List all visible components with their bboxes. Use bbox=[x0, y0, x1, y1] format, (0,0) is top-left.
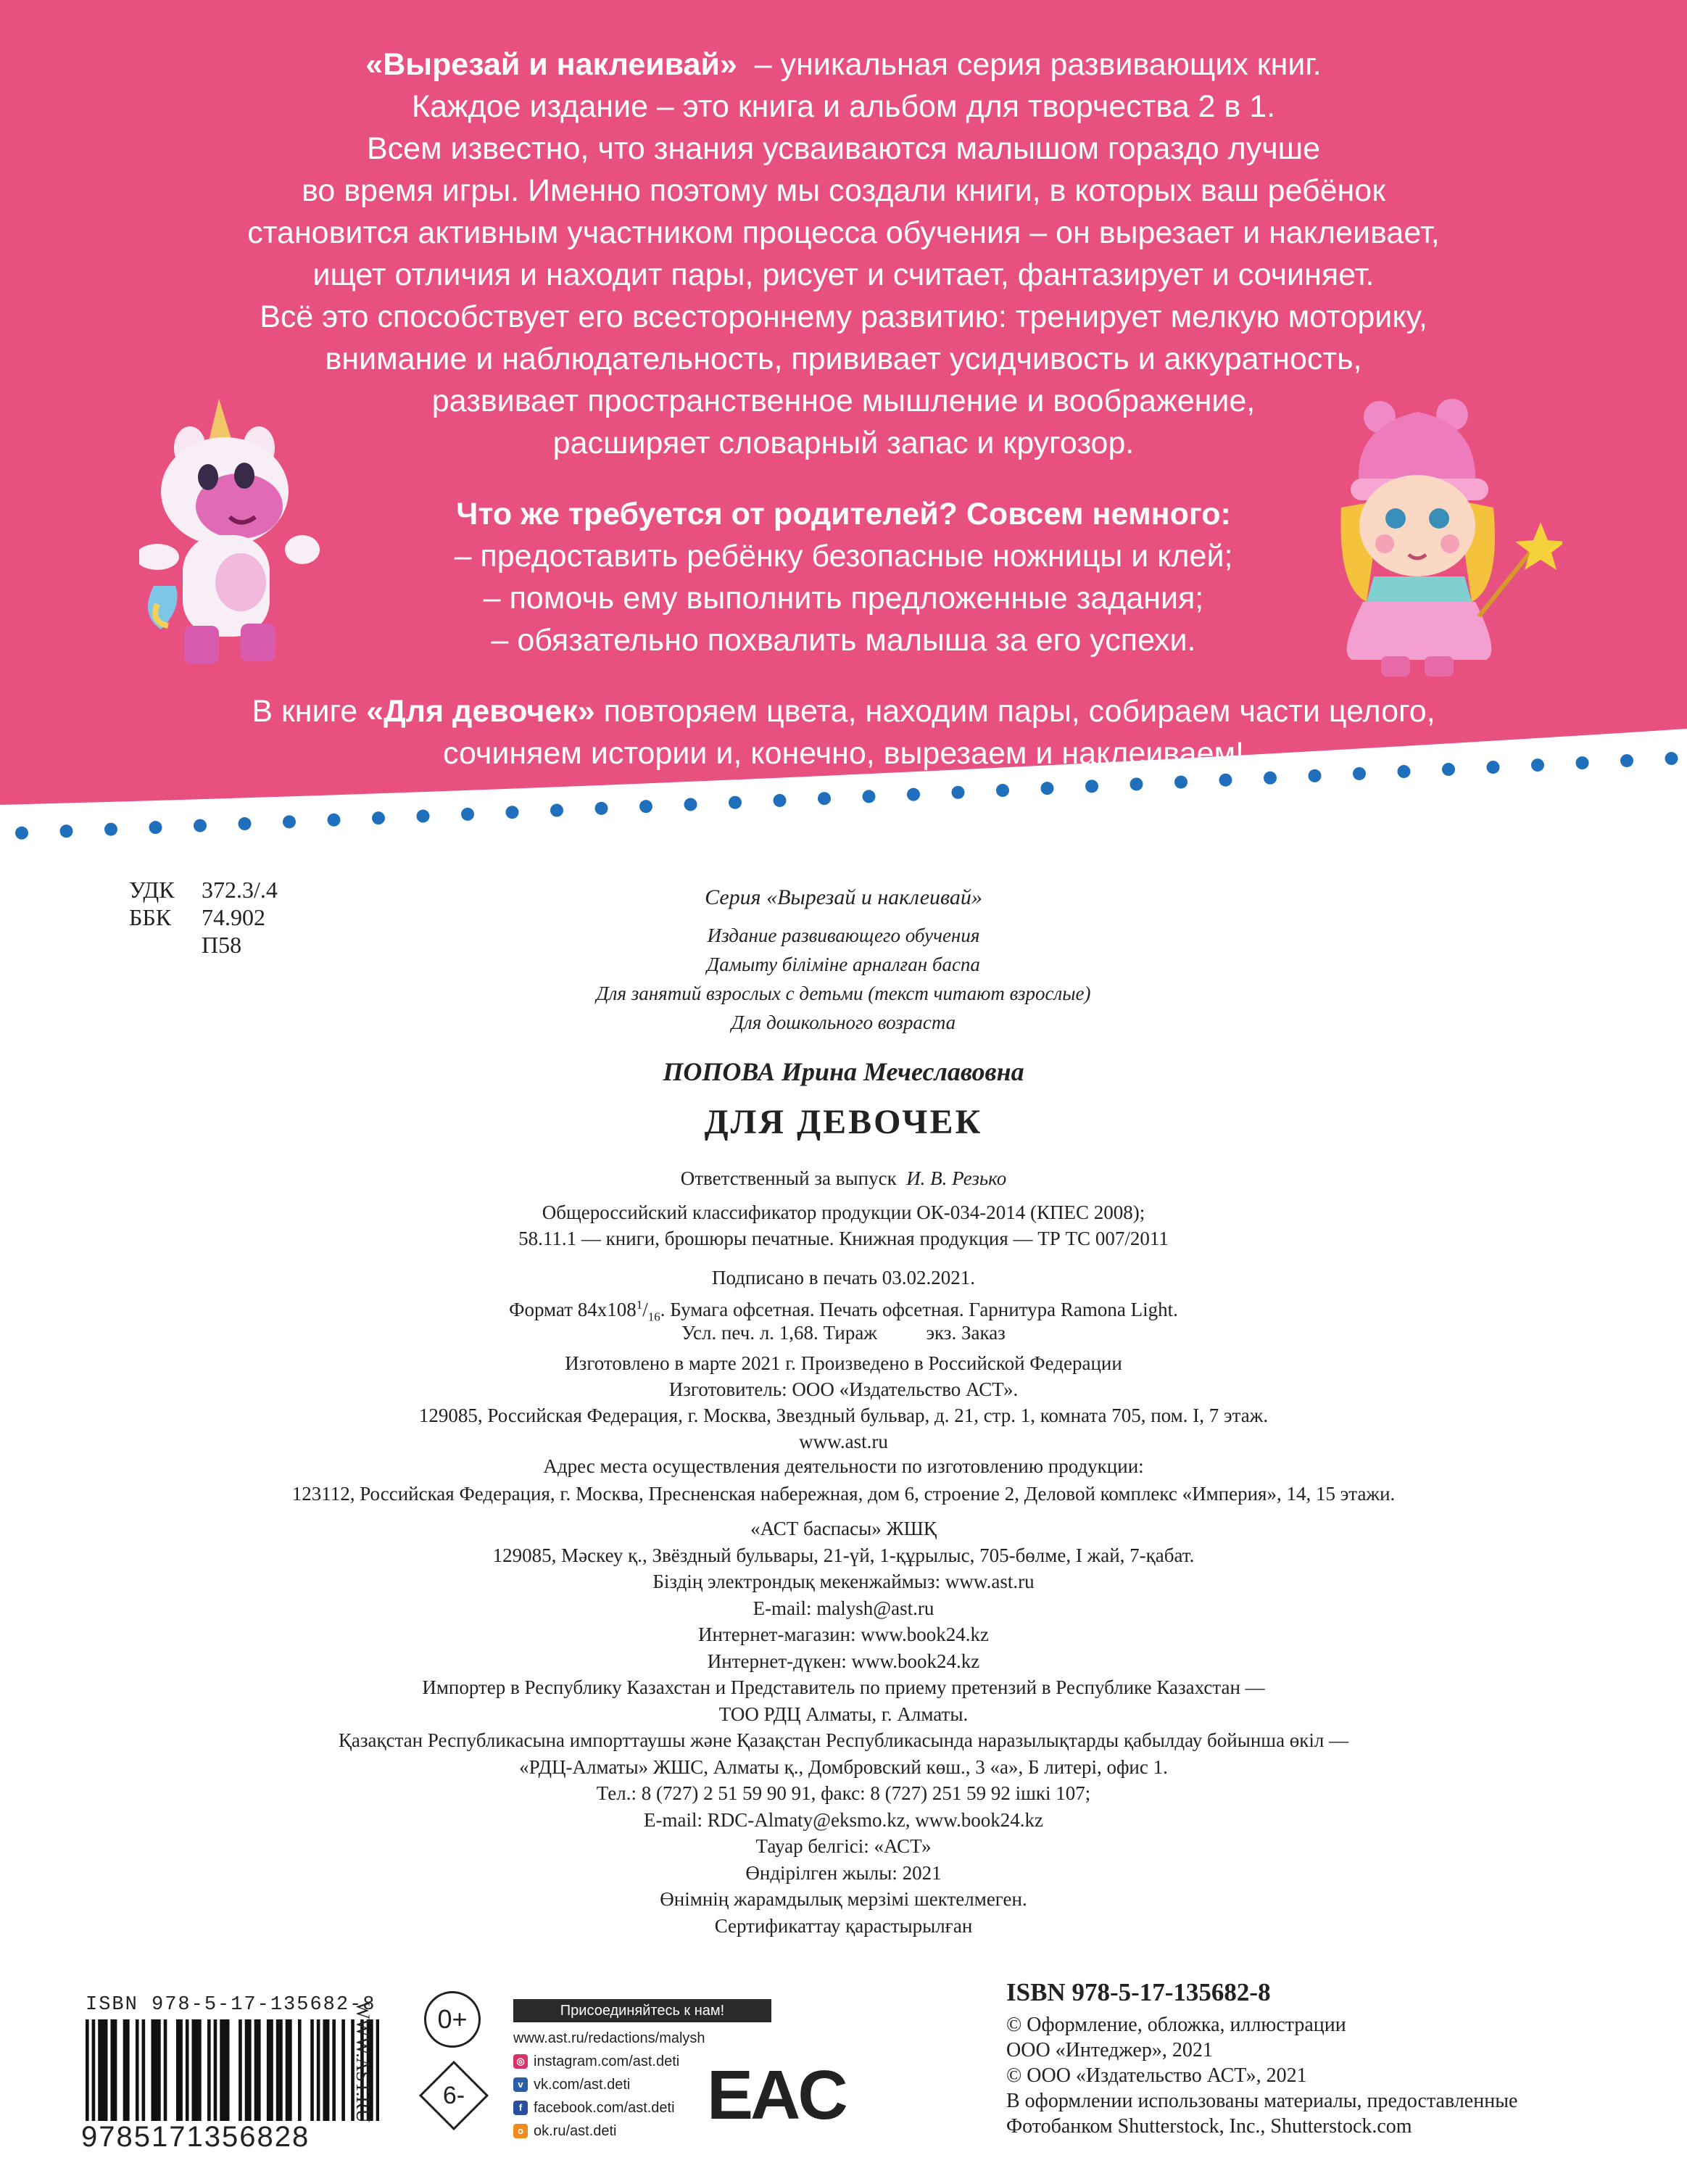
barcode-bar bbox=[254, 2019, 258, 2121]
social-links bbox=[513, 2027, 705, 2143]
responsible-line bbox=[0, 1164, 1687, 1193]
kazakhstan-line: Өндірілген жылы: 2021 bbox=[745, 1861, 942, 1884]
barcode-bar bbox=[98, 2019, 101, 2121]
kazakhstan-line: Тел.: 8 (727) 2 51 59 90 91, факс: 8 (727) 251 59 92 ішкі 107; bbox=[596, 1782, 1091, 1804]
decorative-dot bbox=[149, 821, 162, 834]
copyright-line: В оформлении использованы материалы, предоставленные bbox=[1006, 2090, 1518, 2112]
copyright-line: ООО «Интеджер», 2021 bbox=[1006, 2039, 1213, 2061]
barcode-bar bbox=[104, 2019, 108, 2121]
barcode-bar bbox=[239, 2019, 242, 2121]
copyright-lines bbox=[1006, 2012, 1517, 2139]
print-sheets-line: Усл. печ. л. 1,68. Тираж экз. Заказ bbox=[681, 1322, 1006, 1344]
decorative-dot bbox=[283, 815, 296, 828]
bbk-label: ББК bbox=[129, 904, 172, 930]
copyright-line: Фотобанком Shutterstock, Inc., Shutterstock.com bbox=[1006, 2115, 1412, 2138]
decorative-dot bbox=[328, 814, 341, 827]
decorative-dot bbox=[818, 792, 831, 805]
intro-line-text: расширяет словарный запас и кругозор. bbox=[552, 426, 1135, 460]
site-vertical: WWW.AST.RU bbox=[352, 2001, 373, 2123]
intro-line-text: во время игры. Именно поэтому мы создали книги, в которых ваш ребёнок bbox=[301, 173, 1386, 208]
parents-title: Что же требуется от родителей? Совсем немного: bbox=[456, 497, 1231, 531]
book-description-line1 bbox=[130, 690, 1557, 732]
responsible-name: И. В. Резько bbox=[906, 1167, 1007, 1189]
copyright-line: © Оформление, обложка, иллюстрации bbox=[1006, 2014, 1346, 2036]
decorative-dot bbox=[1041, 782, 1054, 795]
series-name: «Вырезай и наклеивай» bbox=[365, 47, 737, 82]
barcode-bar bbox=[289, 2019, 292, 2121]
manufacturer-lines bbox=[0, 1350, 1687, 1455]
intro-line bbox=[130, 86, 1557, 128]
decorative-dot bbox=[684, 798, 697, 811]
social-site[interactable] bbox=[513, 2027, 705, 2050]
barcode-bar bbox=[279, 2019, 283, 2121]
vk-icon: v bbox=[513, 2077, 528, 2092]
copyright-line: © ООО «Издательство АСТ», 2021 bbox=[1006, 2064, 1307, 2087]
production-address-lines bbox=[0, 1452, 1687, 1507]
barcode-bar bbox=[136, 2019, 139, 2121]
author-name bbox=[0, 1057, 1687, 1088]
social-link[interactable] bbox=[513, 2119, 705, 2143]
signed-line: Подписано в печать 03.02.2021. bbox=[711, 1267, 976, 1289]
barcode-bar bbox=[154, 2019, 158, 2121]
barcode-bar bbox=[191, 2019, 195, 2121]
responsible-label: Ответственный за выпуск bbox=[680, 1167, 897, 1189]
parents-item: – предоставить ребёнку безопасные ножницы и клей; bbox=[454, 539, 1233, 574]
classifier-line: 58.11.1 — книги, брошюры печатные. Книжная продукция — ТР ТС 007/2011 bbox=[518, 1228, 1169, 1249]
barcode-bar bbox=[310, 2019, 314, 2121]
edition-lines bbox=[0, 921, 1687, 1037]
decorative-dot bbox=[1620, 754, 1633, 767]
decorative-dot bbox=[863, 790, 876, 803]
edition-line: Издание развивающего обучения bbox=[707, 925, 980, 946]
barcode-bar bbox=[248, 2019, 252, 2121]
intro-line-text: развивает пространственное мышление и воображение, bbox=[431, 384, 1256, 418]
kazakhstan-info-lines bbox=[0, 1515, 1687, 1939]
kazakhstan-line: «РДЦ-Алматы» ЖШС, Алматы қ., Домбровский көш., 3 «а», Б литері, офис 1. bbox=[519, 1755, 1168, 1778]
kazakhstan-line: 129085, Мәскеу қ., Звёздный бульвары, 21-үй, 1-құрылыс, 705-бөлме, I жай, 7-қабат. bbox=[492, 1544, 1195, 1566]
eac-mark: EAC bbox=[707, 2056, 845, 2134]
barcode-bar bbox=[298, 2019, 302, 2121]
decorative-dot bbox=[461, 808, 474, 821]
decorative-dot bbox=[729, 796, 742, 809]
join-us-banner: Присоединяйтесь к нам! bbox=[513, 1999, 771, 2022]
barcode-bar bbox=[110, 2019, 114, 2121]
decorative-dot bbox=[952, 786, 965, 799]
barcode-bar bbox=[376, 2019, 379, 2121]
social-link-text[interactable]: facebook.com/ast.deti bbox=[534, 2100, 675, 2116]
manufacturer-line: Изготовитель: ООО «Издательство АСТ». bbox=[668, 1378, 1019, 1400]
format-suffix: . Бумага офсетная. Печать офсетная. Гарнитура Ramona Light. bbox=[660, 1299, 1178, 1320]
social-link[interactable] bbox=[513, 2073, 705, 2096]
decorative-dot bbox=[595, 802, 608, 815]
author-code: П58 bbox=[202, 932, 242, 958]
intro-line-text: Всё это способствует его всестороннему развитию: тренирует мелкую моторику, bbox=[260, 299, 1427, 334]
intro-line-text: ищет отличия и находит пары, рисует и считает, фантазирует и сочиняет. bbox=[312, 257, 1375, 292]
intro-line bbox=[130, 44, 1557, 86]
kazakhstan-line: ТОО РДЦ Алматы, г. Алматы. bbox=[718, 1703, 969, 1725]
book-description-line2: сочиняем истории и, конечно, вырезаем и наклеиваем! bbox=[442, 736, 1245, 771]
intro-line-text: Каждое издание – это книга и альбом для творчества 2 в 1. bbox=[411, 89, 1276, 124]
barcode-bar bbox=[176, 2019, 180, 2121]
barcode-bar bbox=[164, 2019, 167, 2121]
barcode-bar bbox=[245, 2019, 249, 2121]
barcode-bar bbox=[257, 2019, 261, 2121]
barcode-bar bbox=[157, 2019, 161, 2121]
social-link[interactable] bbox=[513, 2050, 705, 2073]
barcode-bar bbox=[151, 2019, 154, 2121]
barcode-bar bbox=[223, 2019, 227, 2121]
barcode-bar bbox=[214, 2019, 217, 2121]
intro-line bbox=[130, 338, 1557, 380]
age-diamond-label: 6- bbox=[442, 2081, 465, 2109]
decorative-dot bbox=[506, 806, 519, 819]
manufacturer-line: 129085, Российская Федерация, г. Москва, Звездный бульвар, д. 21, стр. 1, комната 705, пом. I, 7 этаж. bbox=[418, 1405, 1269, 1426]
edition-line: Дамыту біліміне арналған баспа bbox=[707, 954, 980, 975]
barcode-bar bbox=[326, 2019, 330, 2121]
book-title-highlight: «Для девочек» bbox=[366, 694, 595, 729]
social-link[interactable] bbox=[513, 2096, 705, 2119]
intro-line bbox=[130, 128, 1557, 170]
kazakhstan-line: Интернет-дүкен: www.book24.kz bbox=[707, 1650, 980, 1672]
intro-line-text: Всем известно, что знания усваиваются малышом гораздо лучше bbox=[366, 131, 1321, 166]
barcode-bar bbox=[123, 2019, 127, 2121]
format-sub: 16 bbox=[647, 1310, 660, 1324]
author-text: ПОПОВА Ирина Мечеславовна bbox=[663, 1057, 1024, 1086]
format-prefix: Формат 84х108 bbox=[509, 1299, 637, 1320]
decorative-dot bbox=[1085, 779, 1098, 793]
address-line: Адрес места осуществления деятельности по изготовлению продукции: bbox=[543, 1455, 1144, 1477]
edition-line: Для занятий взрослых с детьми (текст читают взрослые) bbox=[596, 983, 1091, 1004]
intro-line bbox=[130, 170, 1557, 212]
kazakhstan-line: «АСТ баспасы» ЖШҚ bbox=[750, 1518, 937, 1539]
isbn-main: ISBN 978-5-17-135682-8 bbox=[1006, 1978, 1271, 2006]
book-title-text: ДЛЯ ДЕВОЧЕК bbox=[704, 1103, 983, 1141]
barcode-bar bbox=[270, 2019, 273, 2121]
book-line1-prefix: В книге bbox=[252, 694, 367, 729]
barcode-bar bbox=[332, 2019, 336, 2121]
kazakhstan-line: Интернет-магазин: www.book24.kz bbox=[698, 1623, 989, 1645]
social-link-text[interactable]: ok.ru/ast.deti bbox=[534, 2123, 617, 2139]
social-link-text[interactable]: instagram.com/ast.deti bbox=[534, 2053, 680, 2069]
intro-line-text: внимание и наблюдательность, прививает усидчивость и аккуратность, bbox=[325, 342, 1362, 376]
manufacturer-line: Изготовлено в марте 2021 г. Произведено в Российской Федерации bbox=[565, 1352, 1122, 1374]
format-sup: 1 bbox=[636, 1298, 643, 1312]
barcode-bar bbox=[195, 2019, 199, 2121]
intro-line-text: становится активным участником процесса обучения – он вырезает и наклеивает, bbox=[247, 215, 1440, 250]
barcode-bar bbox=[341, 2019, 345, 2121]
barcode-bar bbox=[226, 2019, 230, 2121]
barcode-bar bbox=[317, 2019, 320, 2121]
classifier-lines bbox=[0, 1199, 1687, 1252]
book-title bbox=[0, 1103, 1687, 1141]
kazakhstan-line: Біздің электрондық мекенжаймыз: www.ast.ru bbox=[652, 1571, 1035, 1592]
barcode-bar bbox=[179, 2019, 183, 2121]
decorative-dot bbox=[907, 788, 920, 801]
intro-line bbox=[130, 422, 1557, 464]
decorative-dot bbox=[60, 824, 73, 837]
address-line: 123112, Российская Федерация, г. Москва, Пресненская набережная, дом 6, строение 2, Деловой комплекс «Империя», 14, 15 этажи. bbox=[291, 1483, 1396, 1505]
intro-line bbox=[130, 296, 1557, 338]
instagram-icon: ◎ bbox=[513, 2054, 528, 2069]
ok-icon: o bbox=[513, 2124, 528, 2138]
intro-line bbox=[130, 212, 1557, 254]
manufacturer-line: www.ast.ru bbox=[799, 1431, 888, 1452]
format-line: Формат $84х108^1/_{16}$. Бумага офсетная. Печать офсетная. Гарнитура Ramona Light. bbox=[509, 1298, 1178, 1324]
kazakhstan-line: Сертификаттау қарастырылған bbox=[714, 1914, 973, 1937]
facebook-icon: f bbox=[513, 2101, 528, 2115]
decorative-dot bbox=[550, 804, 563, 817]
udk-value: 372.3/.4 bbox=[202, 877, 278, 903]
barcode-bar bbox=[186, 2019, 189, 2121]
decorative-dot bbox=[104, 823, 117, 836]
kazakhstan-line: Импортер в Республику Казахстан и Представитель по приему претензий в Республике Казахстан — bbox=[422, 1676, 1265, 1698]
decorative-dot bbox=[1130, 777, 1143, 790]
decorative-dot bbox=[15, 827, 28, 840]
intro-line-text: – уникальная серия развивающих книг. bbox=[737, 47, 1322, 82]
barcode-bar bbox=[207, 2019, 211, 2121]
barcode-bar bbox=[198, 2019, 202, 2121]
barcode-bar bbox=[142, 2019, 146, 2121]
social-site-text[interactable]: www.ast.ru/redactions/malysh bbox=[513, 2030, 705, 2046]
decorative-dot bbox=[1219, 774, 1232, 787]
decorative-dot bbox=[1174, 776, 1187, 789]
decorative-dot bbox=[417, 810, 430, 823]
intro-line bbox=[130, 254, 1557, 296]
barcode-bar bbox=[114, 2019, 117, 2121]
udk-label: УДК bbox=[129, 877, 175, 903]
decorative-dot bbox=[239, 817, 252, 830]
kazakhstan-line: Тауар белгісі: «АСТ» bbox=[755, 1835, 932, 1857]
barcode-bar bbox=[267, 2019, 270, 2121]
barcode-bar bbox=[92, 2019, 96, 2121]
classifier-line: Общероссийский классификатор продукции ОК-034-2014 (КПЕС 2008); bbox=[542, 1201, 1145, 1223]
barcode-bar bbox=[86, 2019, 89, 2121]
barcode-bar bbox=[126, 2019, 130, 2121]
barcode-bar bbox=[101, 2019, 105, 2121]
barcode-digits: 9785171356828 bbox=[81, 2121, 310, 2153]
social-link-text[interactable]: vk.com/ast.deti bbox=[534, 2077, 631, 2093]
barcode-bar bbox=[276, 2019, 280, 2121]
kazakhstan-line: E-mail: malysh@ast.ru bbox=[753, 1597, 934, 1619]
decorative-dot bbox=[1665, 752, 1678, 765]
barcode-isbn: ISBN 978-5-17-135682-8 bbox=[86, 1994, 376, 2016]
edition-line: Для дошкольного возраста bbox=[731, 1012, 956, 1033]
decorative-dot bbox=[372, 811, 385, 824]
parents-item: – помочь ему выполнить предложенные задания; bbox=[483, 581, 1204, 616]
barcode-bar bbox=[323, 2019, 326, 2121]
barcode-image bbox=[86, 2019, 379, 2125]
decorative-dot bbox=[639, 800, 652, 813]
barcode-bar bbox=[286, 2019, 289, 2121]
parents-item: – обязательно похвалить малыша за его успехи. bbox=[491, 623, 1196, 658]
kazakhstan-line: Өнімнің жарамдылық мерзімі шектелмеген. bbox=[660, 1888, 1027, 1910]
barcode-bar bbox=[220, 2019, 223, 2121]
bbk-value: 74.902 bbox=[202, 904, 265, 930]
series-line: Серия «Вырезай и наклеивай» bbox=[705, 885, 982, 909]
book-line1-suffix: повторяем цвета, находим пары, собираем части целого, bbox=[594, 694, 1435, 729]
kazakhstan-line: E-mail: RDC-Almaty@eksmo.kz, www.book24.kz bbox=[643, 1808, 1044, 1831]
intro-text bbox=[130, 44, 1557, 774]
decorative-dot bbox=[774, 794, 787, 807]
decorative-dot bbox=[996, 784, 1009, 797]
kazakhstan-line: Қазақстан Республикасына импорттаушы және Қазақстан Республикасында наразылықтарды қабылдау бойынша өкіл — bbox=[338, 1729, 1349, 1751]
decorative-dot bbox=[194, 819, 207, 832]
intro-line bbox=[130, 380, 1557, 422]
decorative-dot bbox=[1576, 756, 1589, 769]
age-rating-badge: 0+ bbox=[424, 1991, 481, 2048]
